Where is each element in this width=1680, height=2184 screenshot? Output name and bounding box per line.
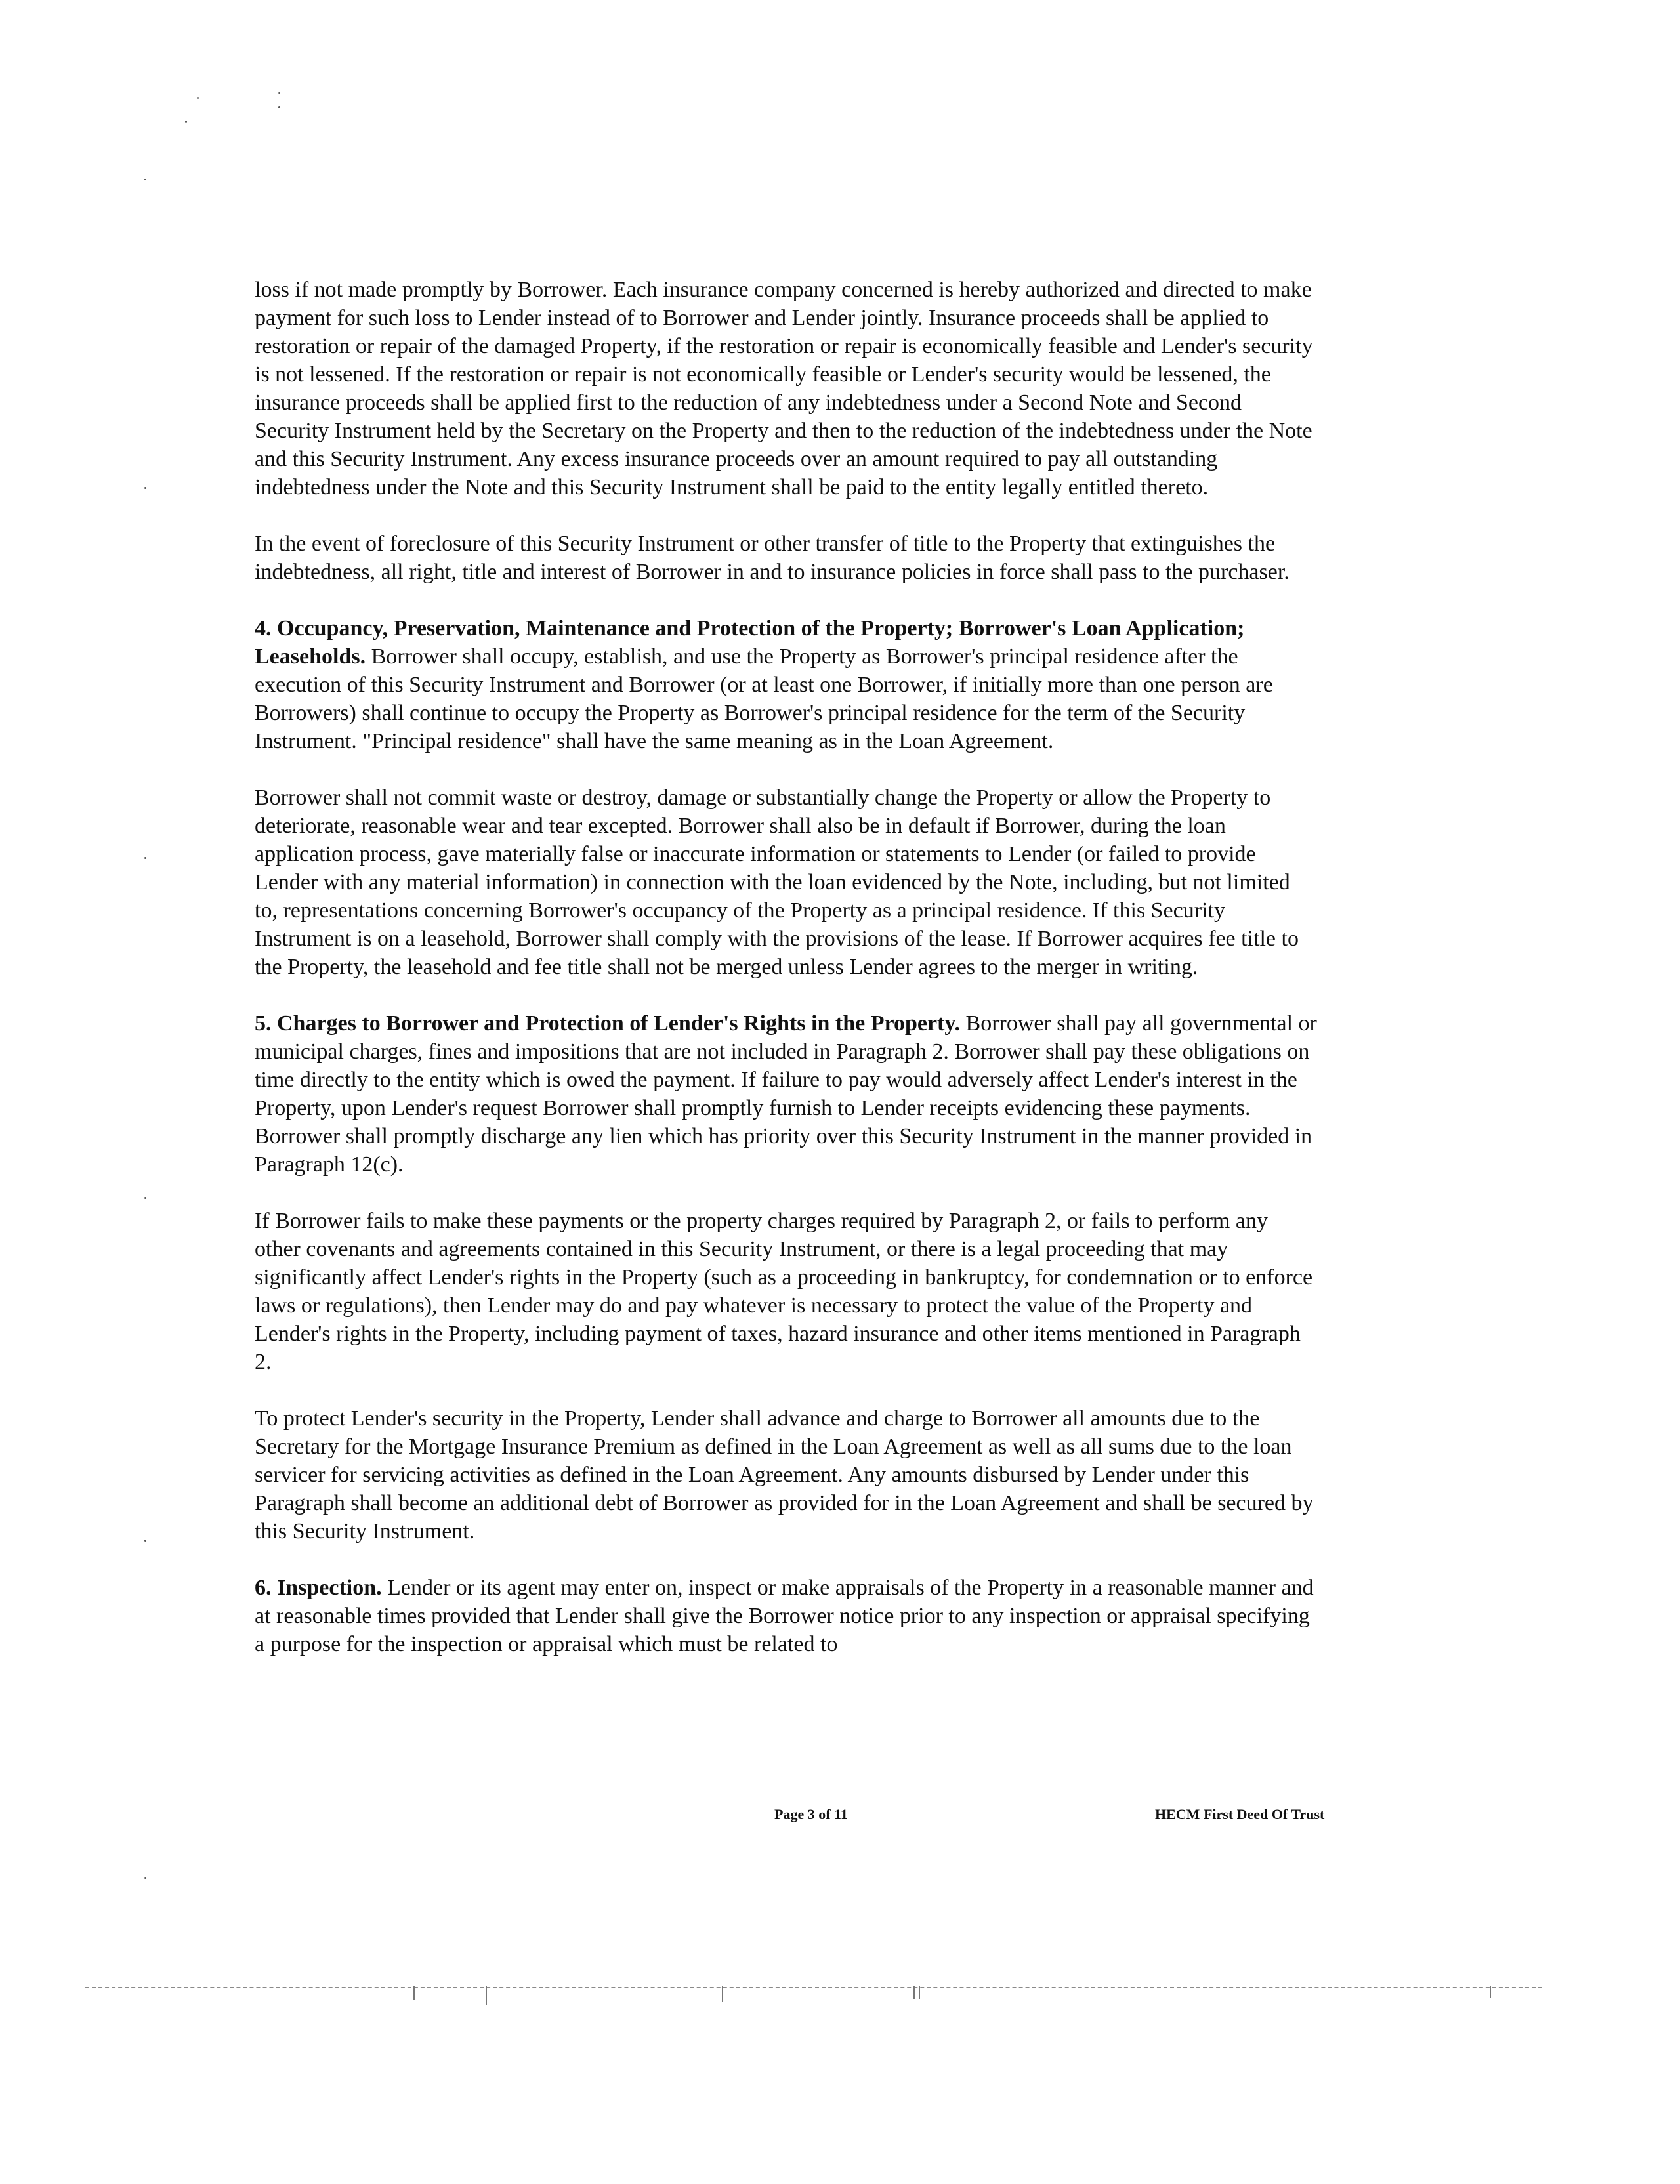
paragraph-text: Lender or its agent may enter on, inspect or make appraisals of the Property in a reasonable manner and at reasonable times provided that Lender shall give the Borrower notice prior to any inspection or appraisal specifying a purpose for the inspection or appraisal which must be related to [255, 1576, 1314, 1656]
document-title-footer: HECM First Deed Of Trust [1155, 1806, 1325, 1822]
scan-artifact-tick [413, 1986, 415, 2000]
scan-speck [197, 97, 199, 99]
scan-speck [144, 487, 146, 489]
scan-speck [185, 121, 187, 123]
scan-artifact-tick [722, 1986, 723, 2002]
section-heading: 5. Charges to Borrower and Protection of Lender's Rights in the Property. [255, 1011, 961, 1036]
scan-artifact-tick [1490, 1986, 1491, 1998]
scan-artifact-tick [919, 1986, 920, 1999]
paragraph-text: If Borrower fails to make these payments or the property charges required by Paragraph 2, or fails to perform any other covenants and agreements contained in this Security Instrument, or there is a legal proceeding that may significantly affect Lender's rights in the Property (such as a proceeding in bankruptcy, for condemnation or to enforce laws or regulations), then Lender may do and pay whatever is necessary to protect the value of the Property and Lender's rights in the Property, including payment of taxes, hazard insurance and other items mentioned in Paragraph 2. [255, 1209, 1313, 1374]
paragraph-advance-charges [255, 1404, 1318, 1545]
paragraph-text: Borrower shall occupy, establish, and use the Property as Borrower's principal residence after the execution of this Security Instrument and Borrower (or at least one Borrower, if initially more than one person are Borrowers) shall continue to occupy the Property as Borrower's principal residence for the term of the Security Instrument. "Principal residence" shall have the same meaning as in the Loan Agreement. [255, 644, 1273, 753]
scan-speck [144, 1540, 146, 1542]
scan-artifact-tick [486, 1986, 487, 2006]
paragraph-failure-to-pay [255, 1207, 1318, 1376]
paragraph-text: Borrower shall pay all governmental or municipal charges, fines and impositions that are not included in Paragraph 2. Borrower shall pay these obligations on time directly to the entity which is owed the payment. If failure to pay would adversely affect Lender's interest in the Property, upon Lender's request Borrower shall promptly furnish to Lender receipts evidencing these payments. Borrower shall promptly discharge any lien which has priority over this Security Instrument in the manner provided in Paragraph 12(c). [255, 1011, 1317, 1177]
scan-speck [278, 106, 280, 108]
scan-speck [144, 857, 146, 859]
paragraph-section-4-occupancy [255, 614, 1318, 755]
scan-speck [144, 178, 146, 180]
paragraph-text: In the event of foreclosure of this Security Instrument or other transfer of title to the Property that extinguishes the indebtedness, all right, title and interest of Borrower in and to insurance policies in force shall pass to the purchaser. [255, 532, 1290, 584]
scan-artifact-tick [914, 1986, 915, 1999]
document-body [255, 276, 1318, 1687]
scan-speck [144, 1877, 146, 1879]
section-heading: 6. Inspection. [255, 1576, 382, 1600]
page-number: Page 3 of 11 [774, 1806, 848, 1822]
section-heading: 4. Occupancy, Preservation, Maintenance and Protection of the Property; Borrower's Loan Application; Leaseholds. [255, 616, 1245, 669]
paragraph-waste-default [255, 784, 1318, 981]
paragraph-insurance-proceeds [255, 276, 1318, 501]
scan-speck [278, 92, 280, 94]
paragraph-text: loss if not made promptly by Borrower. Each insurance company concerned is hereby authorized and directed to make payment for such loss to Lender instead of to Borrower and Lender jointly. Insurance proceeds shall be applied to restoration or repair of the damaged Property, if the restoration or repair is economically feasible and Lender's security is not lessened. If the restoration or repair is not economically feasible or Lender's security would be lessened, the insurance proceeds shall be applied first to the reduction of any indebtedness under a Second Note and Second Security Instrument held by the Secretary on the Property and then to the reduction of the indebtedness under the Note and this Security Instrument. Any excess insurance proceeds over an amount required to pay all outstanding indebtedness under the Note and this Security Instrument shall be paid to the entity legally entitled thereto. [255, 278, 1313, 499]
scan-artifact-line [85, 1987, 1542, 1988]
paragraph-foreclosure-transfer [255, 530, 1318, 586]
paragraph-section-5-charges [255, 1009, 1318, 1179]
paragraph-text: To protect Lender's security in the Property, Lender shall advance and charge to Borrower all amounts due to the Secretary for the Mortgage Insurance Premium as defined in the Loan Agreement as well as all sums due to the loan servicer for servicing activities as defined in the Loan Agreement. Any amounts disbursed by Lender under this Paragraph shall become an additional debt of Borrower as provided for in the Loan Agreement and shall be secured by this Security Instrument. [255, 1406, 1314, 1544]
paragraph-section-6-inspection [255, 1574, 1318, 1658]
scan-speck [144, 1197, 146, 1199]
paragraph-text: Borrower shall not commit waste or destroy, damage or substantially change the Property or allow the Property to deteriorate, reasonable wear and tear excepted. Borrower shall also be in default if Borrower, during the loan application process, gave materially false or inaccurate information or statements to Lender (or failed to provide Lender with any material information) in connection with the loan evidenced by the Note, including, but not limited to, representations concerning Borrower's occupancy of the Property as a principal residence. If this Security Instrument is on a leasehold, Borrower shall comply with the provisions of the lease. If Borrower acquires fee title to the Property, the leasehold and fee title shall not be merged unless Lender agrees to the merger in writing. [255, 786, 1299, 979]
